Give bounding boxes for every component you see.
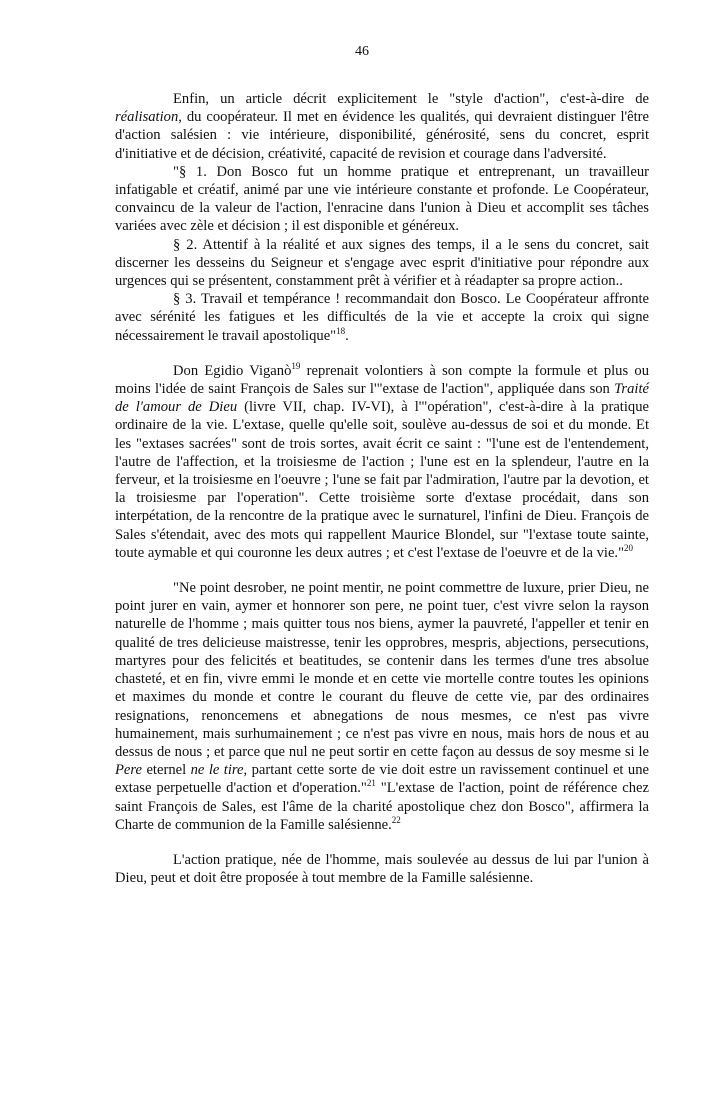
page-number: 46 bbox=[355, 44, 369, 59]
italic-text: Traité de l'amour de Dieu bbox=[115, 381, 649, 416]
footnote-ref-18: 18 bbox=[336, 325, 346, 336]
body-text bbox=[115, 90, 649, 887]
text-span: , partant cette sorte de vie doit estre un ravissement continuel et une extase perpetuelle d'action et d'operation." bbox=[115, 762, 650, 797]
italic-text: Pere bbox=[115, 762, 143, 779]
italic-text: réalisation bbox=[115, 109, 179, 126]
paragraph-intro bbox=[115, 90, 649, 163]
text-span: Don Egidio Viganò bbox=[173, 362, 292, 379]
paragraph-section-3 bbox=[115, 290, 649, 345]
paragraph-quote bbox=[115, 579, 649, 834]
text-span: , du coopérateur. Il met en évidence les qualités, qui devraient distinguer l'être d'action salésien : vie intérieure, disponibilité, générosité, sens du concret, esprit d'initiative et de décision, créativité, capacité de revision et courage dans l'adversité. bbox=[115, 109, 649, 162]
paragraph-vigano bbox=[115, 362, 649, 562]
text-span: eternel bbox=[142, 762, 191, 779]
text-span: § 3. Travail et tempérance ! recommandait don Bosco. Le Coopérateur affronte avec sérénité les fatigues et les difficultés de la vie et accepte la croix qui signe nécessairement le travail apostolique" bbox=[115, 291, 649, 344]
paragraph-section-2: § 2. Attentif à la réalité et aux signes des temps, il a le sens du concret, sait discerner les desseins du Seigneur et s'engage avec esprit d'initiative pour répondre aux urgences qui se présentent, constamment prêt à vérifier et à réadapter sa propre action.. bbox=[115, 236, 649, 290]
italic-text: ne le tire bbox=[190, 762, 244, 779]
text-span: "Ne point desrober, ne point mentir, ne point commettre de luxure, prier Dieu, ne point jurer en vain, aymer et honnorer son pere, ne point tuer, c'est vivre selon la rayson naturelle de l'homme ; mais quitter tous nos biens, aymer la pauvreté, l'appeller et tenir en qualité de tres delicieuse maistresse, tenir les opprobres, mespris, abjections, persecutions, martyres pour des felicités et beatitudes, se contenir dans les termes d'une tres absolue chasteté, et en fin, vivre emmi le monde et en cette vie mortelle contre toutes les opinions et maximes du monde et contre le courant du fleuve de cette vie, par des ordinaires resignations, renoncemens et abnegations de nous mesmes, ce n'est pas vivre humainement, mais surhumainement ; ce n'est pas vivre en nous, mais hors de nous et au dessus de nous ; et parce que nul ne peut sortir en cette façon au dessus de soy mesme si le bbox=[115, 580, 649, 760]
text-span: . bbox=[345, 327, 349, 344]
paragraph-section-1: "§ 1. Don Bosco fut un homme pratique et entreprenant, un travailleur infatigable et créatif, animé par une vie intérieure constante et profonde. Le Coopérateur, convaincu de la valeur de l'action, l'enracine dans l'union à Dieu et accomplit ses tâches variées avec zèle et décision ; il est disponible et généreux. bbox=[115, 163, 649, 235]
footnote-ref-20: 20 bbox=[624, 543, 634, 554]
footnote-ref-21: 21 bbox=[366, 778, 376, 789]
footnote-ref-19: 19 bbox=[291, 360, 301, 371]
text-span: reprenait volontiers à son compte la formule et plus ou moins l'idée de saint François de Sales sur l'"extase de l'action", appliquée dans son bbox=[115, 362, 649, 398]
text-span: (livre VII, chap. IV-VI), à l'"opération", c'est-à-dire à la pratique ordinaire de la vie. L'extase, quelle qu'elle soit, soulève au-dessus de soi et du monde. Et les "extases sacrées" sont de trois sortes, avait écrit ce saint : "l'une est de l'entendement, l'autre de l'affection, et la troisiesme de l'action ; l'une est en la splendeur, l'autre en la ferveur, et la troisiesme en l'oeuvre ; l'une se fait par l'admiration, l'autre par la devotion, et la troisiesme par l'operation". Cette troisième sorte d'extase procédait, dans son interpétation, de la rencontre de la pratique avec le surnaturel, l'infini de Dieu. François de Sales s'étendait, avec des mots qui rappellent Maurice Blondel, sur "l'extase toute sainte, toute aymable et qui couronne les deux autres ; et c'est l'extase de l'oeuvre et de la vie." bbox=[115, 399, 649, 561]
paragraph-conclusion: L'action pratique, née de l'homme, mais soulevée au dessus de lui par l'union à Dieu, peut et doit être proposée à tout membre de la Famille salésienne. bbox=[115, 851, 649, 887]
text-span: Enfin, un article décrit explicitement le "style d'action", c'est-à-dire de bbox=[173, 91, 649, 107]
footnote-ref-22: 22 bbox=[391, 814, 401, 825]
text-span: "L'extase de l'action, point de référence chez saint François de Sales, est l'âme de la charité apostolique chez don Bosco", affirmera la Charte de communion de la Famille salésienne. bbox=[115, 780, 650, 833]
